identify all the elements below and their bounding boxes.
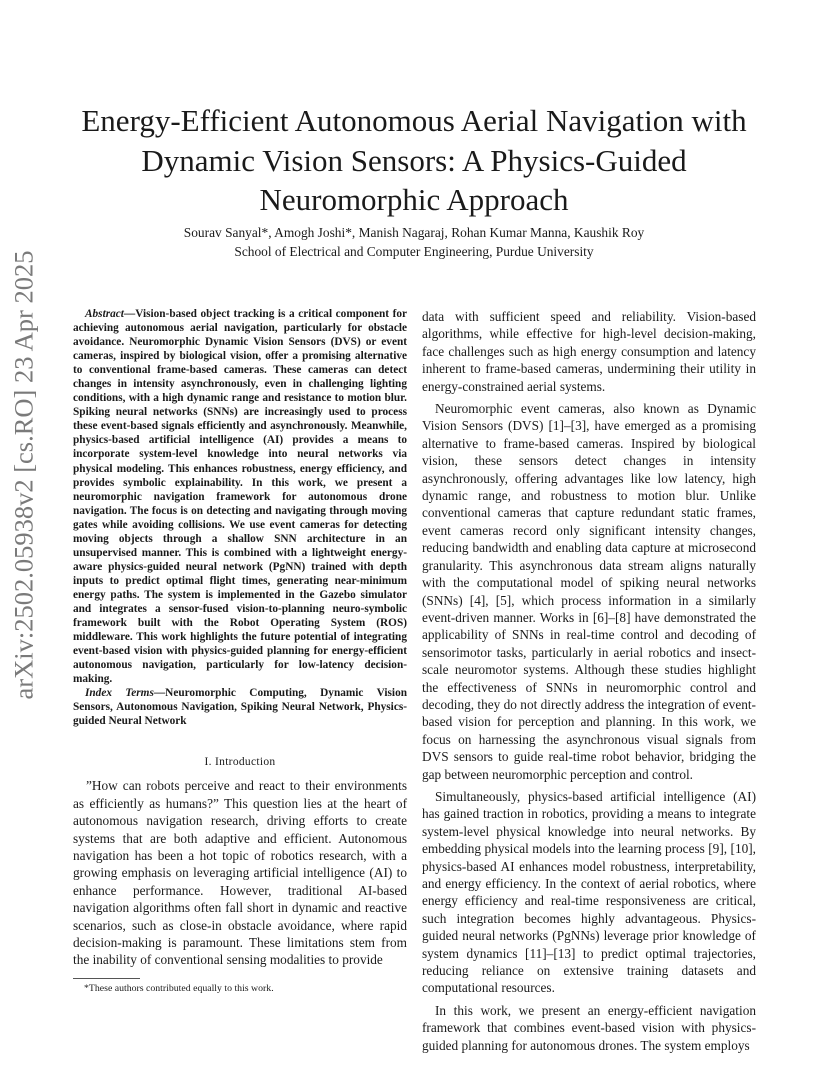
body-paragraph: Neuromorphic event cameras, also known as Dynamic Vision Sensors (DVS) [1]–[3], have emerged as a promising alternative to frame-based cameras. Inspired by biological vision, these sensors detect changes in intensity asynchronously, offering advantages like low latency, high dynamic range, and robustness to motion blur. Unlike conventional cameras that capture redundant static frames, event cameras record only significant intensity changes, reducing bandwidth and enabling data capture at microsecond granularity. This asynchronous data stream aligns naturally with the computational model of spiking neural networks (SNNs) [4], [5], which process information in a similarly event-driven manner. Works in [6]–[8] have demonstrated the applicability of SNNs in real-time control and decoding of sensorimotor tasks, particularly in aerial robotics and insect-scale neuromotor systems. Although these studies highlight the effectiveness of SNNs in neuromorphic control and decoding, they do not directly address the integration of event-based vision for perception and planning. In this work, we focus on harnessing the asynchronous visual signals from DVS sensors to guide real-time robot behavior, bridging the gap between neuromorphic perception and control. <box>422 401 756 782</box>
arxiv-stamp-text: arXiv:2502.05938v2 [cs.RO] 23 Apr 2025 <box>8 250 39 700</box>
body-paragraph: Simultaneously, physics-based artificial intelligence (AI) has gained traction in robotics, providing a means to integrate system-level physical knowledge into neural networks. By embedding physical models into the learning process [9], [10], physics-based AI enhances model robustness, interpretability, and energy efficiency. In the context of aerial robotics, where energy efficiency and real-time responsiveness are critical, such integration becomes highly advantageous. Physics-guided neural networks (PgNNs) leverage prior knowledge of system dynamics [11]–[13] to predict optimal trajectories, reducing reliance on extensive training datasets and computational resources. <box>422 788 756 996</box>
intro-paragraph: ”How can robots perceive and react to their environments as efficiently as humans?” This question lies at the heart of autonomous navigation research, driving efforts to create systems that are both adaptive and efficient. Autonomous navigation has been a hot topic of robotics research, with a growing emphasis on leveraging artificial intelligence (AI) to enhance performance. However, traditional AI-based navigation algorithms often fall short in dynamic and reactive scenarios, such as close-in obstacle avoidance, where rapid decision-making is paramount. These limitations stem from the inability of conventional sensing modalities to provide <box>73 778 407 968</box>
body-paragraph: data with sufficient speed and reliability. Vision-based algorithms, while effective for high-level decision-making, face challenges such as high energy consumption and latency inherent to frame-based cameras, undermining their utility in energy-constrained aerial systems. <box>422 309 756 394</box>
index-terms-text: —Neuromorphic Computing, Dynamic Vision Sensors, Autonomous Navigation, Spiking Neural Network, Physics-guided Neural Network <box>73 687 407 728</box>
footnote-rule <box>73 978 140 979</box>
section-heading-introduction: I. Introduction <box>204 756 276 769</box>
abstract-lead: Abstract <box>85 308 124 320</box>
right-column <box>422 308 756 1059</box>
affiliation: School of Electrical and Computer Engineering, Purdue University <box>234 244 594 259</box>
index-terms-lead: Index Terms <box>85 687 154 700</box>
abstract-text: —Vision-based object tracking is a critical component for achieving autonomous aerial navigation, particularly for obstacle avoidance. Neuromorphic Dynamic Vision Sensors (DVS) or event cameras, inspired by biological vision, offer a promising alternative to conventional frame-based cameras. These cameras can detect changes in intensity asynchronously, even in challenging lighting conditions, with a high dynamic range and resistance to motion blur. Spiking neural networks (SNNs) are increasingly used to process these event-based signals efficiently and asynchronously. Meanwhile, physics-based artificial intelligence (AI) provides a means to incorporate system-level knowledge into neural networks via physical modeling. This enhances robustness, energy efficiency, and provides symbolic explainability. In this work, we present a neuromorphic navigation framework for autonomous drone navigation. The focus is on detecting and navigating through moving gates while avoiding collisions. We use event cameras for detecting moving objects through a shallow SNN architecture in an unsupervised manner. This is combined with a lightweight energy-aware physics-guided neural network (PgNN) trained with depth inputs to predict optimal flight times, generating near-minimum energy paths. The system is implemented in the Gazebo simulator and integrates a sensor-fused vision-to-planning neuro-symbolic framework built with the Robot Operating System (ROS) middleware. This work highlights the future potential of integrating event-based vision with physics-guided planning for energy-efficient autonomous navigation, particularly for low-latency decision-making. <box>73 308 407 686</box>
footnote: *These authors contributed equally to this work. <box>84 983 274 994</box>
index-terms <box>73 686 407 728</box>
paper-title: Energy-Efficient Autonomous Aerial Navigation with Dynamic Vision Sensors: A Physics-Guided Neuromorphic Approach <box>81 103 747 217</box>
author-list: Sourav Sanyal*, Amogh Joshi*, Manish Nagaraj, Rohan Kumar Manna, Kaushik Roy <box>183 225 645 240</box>
body-paragraph: In this work, we present an energy-efficient navigation framework that combines event-based vision with physics-guided planning for autonomous drones. The system employs <box>422 1002 756 1053</box>
abstract <box>73 307 407 686</box>
left-column <box>73 307 407 969</box>
